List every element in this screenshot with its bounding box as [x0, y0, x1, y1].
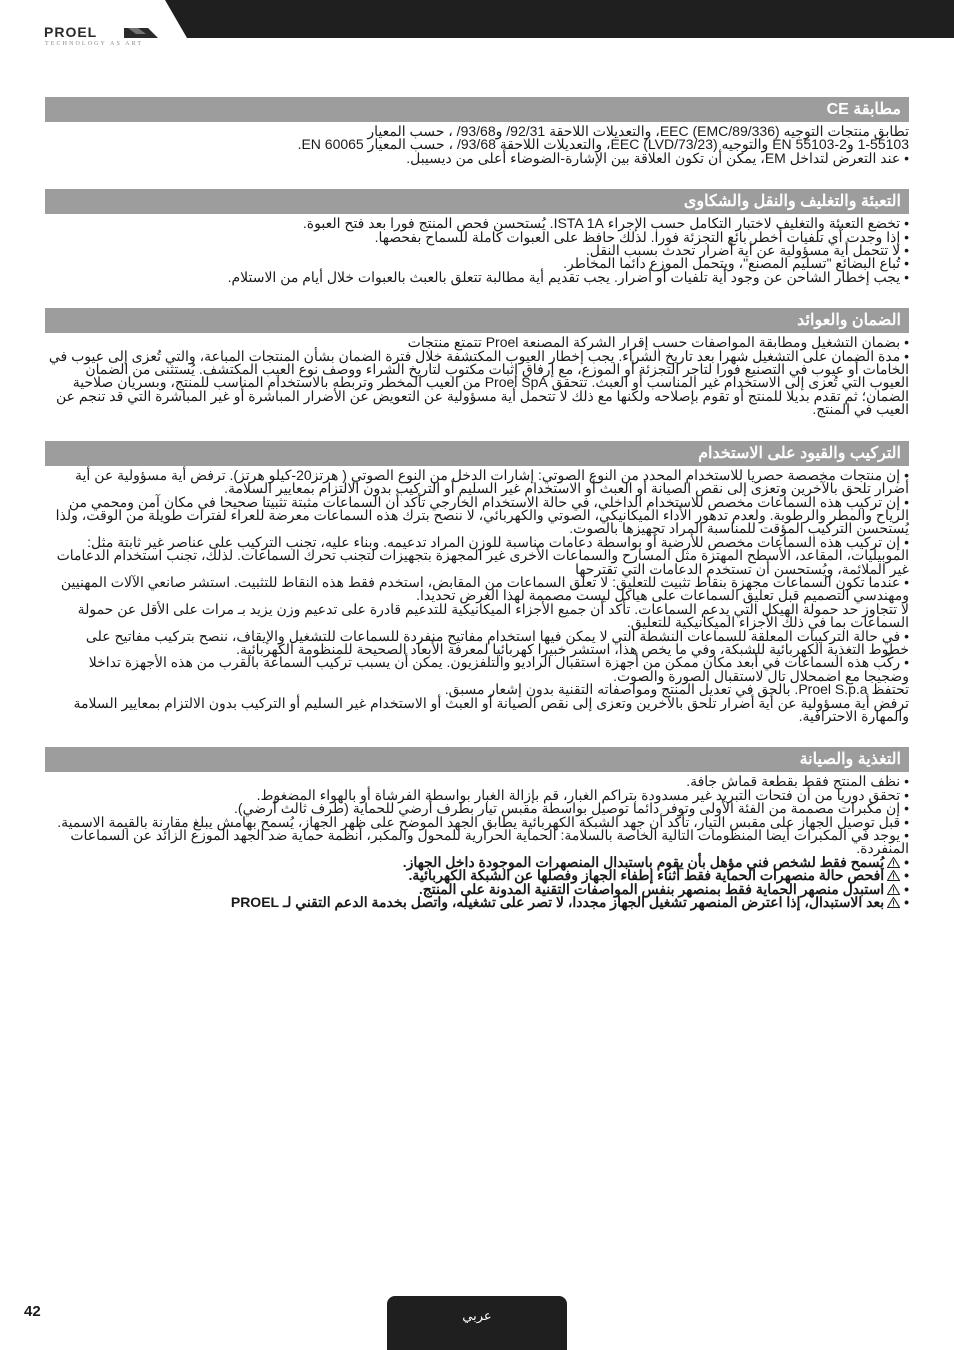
language-tab: عربي — [387, 1296, 567, 1350]
paragraph-text: في حالة التركيبات المعلقة للسماعات النشطة التي لا يمكن فيها استخدام مفاتيح منفردة للسماعات للتشغيل والإيقاف، ننصح بتركيب مفاتيح على خطوط التغذية الكهربائية للشبكة، وفي ما يخص هذا، استشر خبيرا كهربائيا لمعرفة الأبعاد الصحيحة للمنظومة الكهربائية. — [85, 627, 909, 657]
proel-logo — [44, 24, 174, 50]
paragraph-text: ترفض أية مسؤولية عن أية أضرار تلحق بالآخرين وتعزى إلى نقص الصيانة أو العبث أو الاستخدام غير السليم أو التركيب بدون الالتزام بمعايير السلامة والمهارة الاحترافية. — [73, 694, 909, 724]
section-title: التعبئة والتغليف والنقل والشكاوى — [45, 189, 909, 214]
paragraph-text: تطابق منتجات التوجيه EEC (EMC/89/336)، والتعديلات اللاحقة 92/31/ و93/68/ ، حسب المعيار — [367, 123, 909, 139]
header-dark-band — [165, 0, 954, 38]
bullet-item — [45, 149, 909, 166]
bullet-item — [45, 347, 909, 418]
page-number: 42 — [24, 1303, 41, 1320]
bullet-item — [45, 896, 909, 909]
section-body — [45, 125, 909, 165]
paragraph-text: بضمان التشغيل ومطابقة المواصفات حسب إقرار الشركة المصنعة Proel تتمتع منتجات — [407, 334, 901, 351]
page-header — [0, 0, 954, 52]
logo-wedge-icon — [124, 28, 158, 38]
section-body — [45, 336, 909, 416]
bullet-item — [45, 533, 909, 577]
manual-content — [45, 97, 909, 933]
paragraph — [45, 600, 909, 631]
paragraph-text: تحقق دوريا من أن فتحات التبريد غير مسدودة بتراكم الغبار، قم بإزالة الغبار بواسطة الفرشاة أو بالهواء المضغوط. — [256, 786, 901, 803]
section — [45, 97, 909, 165]
paragraph-text: ركّب هذه السماعات في أبعد مكان ممكن من أجهزة استقبال الراديو والتلفزيون. يمكن أن يسبب تركيب السماعة بالقرب من هذه الأجهزة تداخلا وضجيجا مع اضمحلال تال لاستقبال الصورة والصوت. — [88, 654, 909, 684]
section-title: التركيب والقيود على الاستخدام — [45, 441, 909, 466]
bullet-item — [45, 466, 909, 497]
paragraph-text: 1-55103 و2-EN 55103 والتوجيه EEC (LVD/73/23)، والتعديلات اللاحقة 93/68/ ، حسب المعيار EN 60065. — [297, 136, 909, 153]
paragraph-text: تحتفظ Proel S.p.a. بالحق في تعديل المنتج ومواصفاته التقنية بدون إشعار مسبق. — [444, 681, 909, 698]
paragraph-text: عندما تكون السماعات مجهزة بنقاط تثبيت للتعليق: لا تعلق السماعات من المقابض، استخدم فقط هذه النقاط للتثبيت. استشر صانعي الآلات المهنيين ومهندسي التصميم قبل تعليق السماعات على هياكل ليست مصممة لهذا الغرض تحديدا. — [60, 573, 909, 604]
paragraph-text: قبل توصيل الجهاز على مقبس التيار، تأكد أن جهد الشبكة الكهربائية يطابق الجهد الموضح على ظهر الجهاز، يُسمح بهامش يبلغ مقارنة بالقيمة الاسمية. — [57, 813, 901, 830]
paragraph-text: تُباع البضائع "تسليم المصنع"، ويتحمل الموزع دائما المخاطر. — [563, 255, 901, 272]
warning-triangle-icon — [887, 870, 900, 881]
paragraph-text: إن تركيب هذه السماعات مخصص للأرضية أو بواسطة دعامات مناسبة للوزن المراد تدعيمه. وبناء عليه، تجنب التركيب على عناصر غير ثابتة مثل: الموبيليات، المقاعد، الأسطح المهتزة مثل المسارح والسماعات الأخرى غير المجهزة بتجهيزات لتجنب تحرك السماعات. لذلك، تجنب استخدام الدعامات غير الملائمة، ويُستحسن أن تستخدم الدعامات التي تقترحها — [56, 533, 909, 577]
section — [45, 308, 909, 416]
section-body — [45, 775, 909, 909]
section-body — [45, 466, 909, 724]
logo-wordmark: PROEL — [44, 24, 98, 40]
paragraph-text: إن منتجات مخصصة حصريا للاستخدام المحدد من النوع الصوتي: إشارات الدخل من النوع الصوتي ( هرتز20-كيلو هرتز). ترفض أية مسؤولية عن أية أضرار تلحق بالآخرين وتعزى إلى نقص الصيانة أو العبث أو الاستخدام غير السليم أو التركيب بدون الالتزام بمعايير السلامة. — [75, 466, 909, 497]
paragraph-text: إن تركيب هذه السماعات مخصص للاستخدام الداخلي، في حالة الاستخدام الخارجي تأكد أن السماعات مثبتة تثبيتا صحيحا في مكان آمن ومحمي من الرياح والمطر والرطوبة. ولعدم تدهور الأداء الميكانيكي، الصوتي والكهربائي، لا ننصح بترك هذه السماعات معرضة للعراء لفترات طويلة من الوقت، ولذا يُستحسن التركيب المؤقت للمناسبة المراد تجهيزها بالصوت. — [55, 493, 909, 537]
paragraph-text: يُسمح فقط لشخص فني مؤهل بأن يقوم باستبدال المنصهرات الموجودة داخل الجهاز. — [402, 853, 885, 870]
paragraph-text: تخضع التعبئة والتغليف لاختبار التكامل حسب الإجراء ISTA 1A. يُستحسن فحص المنتج فورا بعد فتح العبوة. — [302, 215, 901, 232]
section — [45, 441, 909, 724]
bullet-item — [45, 656, 909, 683]
section-title: الضمان والعوائد — [45, 308, 909, 333]
paragraph-text: إذا وجدت أي تلفيات أخطر بائع التجزئة فورا. لذلك حافظ على العبوات كاملة للسماح بفحصها. — [374, 228, 901, 245]
paragraph-text: بعد الاستبدال، إذا اعترض المنصهر تشغيل الجهاز مجددا، لا تصر على تشغيله، واتصل بخدمة الدعم التقني لـ PROEL — [230, 894, 885, 911]
section-title: التغذية والصيانة — [45, 747, 909, 772]
logo-tagline: TECHNOLOGY AS ART — [45, 41, 144, 47]
warning-triangle-icon — [887, 857, 900, 868]
paragraph-text: يوجد في المكبرات أيضا المنظومات التالية الخاصة بالسلامة: الحماية الحرارية للمحول والمكبر، أنظمة حماية ضد الجهد الموزع الزائد عن السماعات المنفردة. — [70, 827, 909, 857]
bullet-item — [45, 627, 909, 657]
section-body — [45, 217, 909, 284]
bullet-item — [45, 573, 909, 604]
paragraph-text: افحص حالة منصهرات الحماية فقط أثناء إطفاء الجهاز وفصلها عن الشبكة الكهربائية. — [408, 867, 885, 884]
section — [45, 747, 909, 909]
section — [45, 189, 909, 284]
bullet-item — [45, 268, 909, 285]
paragraph-text: لا تتحمل أية مسؤولية عن أية أضرار تحدث بسبب النقل. — [585, 242, 901, 259]
paragraph-text: لا تتجاوز حد حمولة الهيكل التي يدعم السماعات. تأكد أن جميع الأجزاء الميكانيكية للتدعيم قادرة على تدعيم وزن يزيد بـ مرات على الأقل عن حمولة السماعات بما في ذلك الأجزاء الميكانيكية للتعليق. — [77, 600, 909, 631]
paragraph-text: استبدل منصهر الحماية فقط بمنصهر بنفس المواصفات التقنية المدونة على المنتج. — [418, 880, 885, 897]
paragraph-text: نظف المنتج فقط بقطعة قماش جافة. — [686, 773, 901, 790]
warning-triangle-icon — [887, 884, 900, 895]
paragraph-text: إن مكبرات مصممة من الفئة الأولى وتوفر دائما توصيل بواسطة مقبس تيار بطرف أرضي للحماية (طرف ثالث أرضي). — [234, 800, 901, 817]
paragraph — [45, 694, 909, 724]
paragraph-text: عند التعرض لتداخل EM، يمكن أن تكون العلاقة بين الإشارة-الضوضاء أعلى من ديسيبل. — [406, 149, 901, 166]
section-title: مطابقة CE — [45, 97, 909, 122]
warning-triangle-icon — [887, 897, 900, 908]
bullet-item — [45, 493, 909, 537]
bullet-item — [45, 829, 909, 856]
paragraph-text: مدة الضمان على التشغيل شهرا بعد تاريخ الشراء. يجب إخطار العيوب المكتشفة خلال فترة الضمان بشأن المنتجات المباعة، والتي تُعزى إلى عيوب في الخامات أو عيوب في التصنيع فورا لتاجر التجزئة أو الموزع، مع إرفاق إثبات مكتوب لتاريخ الشراء ووصف نوع العيب المكتشف. يُستثنى من الضمان العيوب التي تُعزى إلى الاستخدام غير المناسب أو العبث. تتحقق Proel SpA من العيب المخطر وتربطه بالاستخدام المناسب للمنتج، وبسريان صلاحية الضمان؛ ثم تقدم بديلا للمنتج أو تقوم بإصلاحه ولكنها مع ذلك لا تتحمل أية مسؤولية عن التعويض عن الأضرار المباشرة أو غير المباشرة التي قد تنجم عن العيب في المنتج. — [48, 347, 909, 418]
paragraph-text: يجب إخطار الشاحن عن وجود أية تلفيات أو أضرار. يجب تقديم أية مطالبة تتعلق بالعبث بالعبوات خلال أيام من الاستلام. — [227, 268, 901, 285]
